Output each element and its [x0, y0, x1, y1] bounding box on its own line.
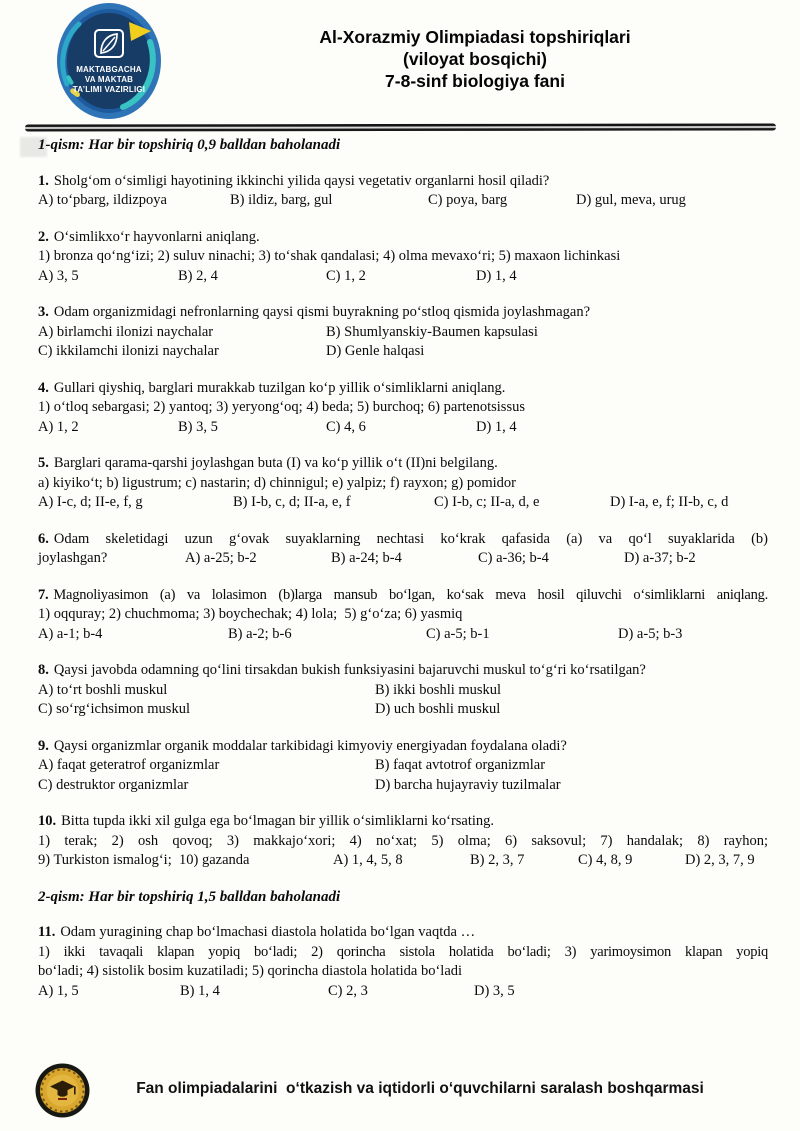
item-list-line: 1) terak; 2) osh qovoq; 3) makkajo‘xori; 4) no‘xat; 5) olma; 6) saksovul; 7) handalak; 8) rayhon; — [38, 832, 768, 849]
option-c: C) 1, 2 — [326, 267, 366, 284]
question-3 — [38, 303, 768, 362]
option-d: D) 1, 4 — [476, 267, 517, 284]
option-b: B) 1, 4 — [180, 982, 220, 999]
question-text: Qaysi javobda odamning qo‘lini tirsakdan bukish funksiyasini bajaruvchi muskul to‘g‘ri ko‘rsatilgan? — [53, 662, 646, 678]
options-row — [38, 342, 768, 362]
option-b: B) faqat avtotrof organizmlar — [375, 757, 546, 773]
option-d: D) 1, 4 — [476, 418, 517, 435]
options-row — [38, 625, 768, 645]
option-d: D) I-a, e, f; II-b, c, d — [610, 494, 729, 510]
option-d: D) 3, 5 — [474, 982, 515, 999]
footer-text: Fan olimpiadalarini o‘tkazish va iqtidorli o‘quvchilarni saralash boshqarmasi — [136, 1080, 704, 1097]
option-a: A) 1, 2 — [38, 418, 79, 435]
item-list-line: a) kiyiko‘t; b) ligustrum; c) nastarin; d) chinnigul; e) yalpiz; f) rayxon; g) pomidor — [38, 474, 516, 491]
option-b: B) Shumlyanskiy-Baumen kapsulasi — [326, 323, 538, 340]
question-number: 5. — [38, 455, 49, 471]
option-a: A) a-1; b-4 — [38, 625, 103, 642]
option-c: C) a-36; b-4 — [478, 550, 549, 566]
question-number: 7. — [38, 586, 49, 603]
option-c: C) I-b, c; II-a, d, e — [434, 494, 540, 510]
option-b: B) 2, 4 — [178, 267, 218, 284]
option-d: D) a-5; b-3 — [618, 625, 683, 642]
question-text: Odam skeletidagi uzun g‘ovak suyaklarning nechtasi ko‘krak qafasida (a) va qo‘l suyaklarida (b) — [53, 530, 768, 547]
options-row — [38, 756, 768, 776]
options-row — [38, 851, 768, 871]
question-text: Odam organizmidagi nefronlarning qaysi qismi buyrakning po‘stloq qismida joylashmagan? — [53, 304, 591, 320]
option-d: D) Genle halqasi — [326, 343, 425, 359]
title-line-2: (viloyat bosqichi) — [403, 49, 547, 69]
question-text-continued: joylashgan? — [38, 550, 108, 566]
option-d: D) a-37; b-2 — [624, 550, 696, 566]
part1-heading: 1-qism: Har bir topshiriq 0,9 balldan baholanadi — [38, 137, 341, 153]
question-number: 8. — [38, 662, 49, 678]
option-c: C) 4, 6 — [326, 418, 366, 435]
option-a: A) to‘pbarg, ildizpoya — [38, 192, 167, 208]
question-number: 6. — [38, 530, 49, 547]
options-row — [38, 549, 768, 569]
option-a: A) 3, 5 — [38, 267, 79, 284]
document-body — [38, 136, 768, 1018]
question-number: 4. — [38, 379, 49, 396]
svg-text:MAKTABGACHA: MAKTABGACHA — [76, 65, 142, 74]
option-c: C) so‘rg‘ichsimon muskul — [38, 701, 190, 717]
question-9 — [38, 737, 768, 796]
option-a: A) to‘rt boshli muskul — [38, 681, 168, 698]
options-row — [38, 191, 768, 211]
page-title — [180, 26, 770, 92]
item-list-continued: bo‘ladi; 4) sistolik bosim kuzatiladi; 5) qorincha diastola holatida bo‘ladi — [38, 963, 463, 979]
question-5 — [38, 454, 768, 513]
question-number: 3. — [38, 304, 49, 320]
question-number: 10. — [38, 813, 57, 829]
option-c: C) ikkilamchi ilonizi naychalar — [38, 343, 219, 359]
options-row — [38, 776, 768, 796]
option-b: B) a-2; b-6 — [228, 625, 292, 642]
options-row — [38, 700, 768, 720]
option-a: A) faqat geteratrof organizmlar — [38, 757, 220, 773]
title-line-1: Al-Xorazmiy Olimpiadasi topshiriqlari — [319, 27, 631, 47]
svg-text:VA MAKTAB: VA MAKTAB — [84, 75, 134, 84]
question-number: 1. — [38, 172, 49, 189]
option-a: A) I-c, d; II-e, f, g — [38, 494, 143, 510]
option-a: A) birlamchi ilonizi naychalar — [38, 323, 214, 340]
question-1 — [38, 172, 768, 211]
question-11 — [38, 923, 768, 1001]
question-number: 9. — [38, 737, 49, 754]
option-d: D) barcha hujayraviy tuzilmalar — [375, 776, 561, 793]
question-text: Barglari qarama-qarshi joylashgan buta (I) va ko‘p yillik o‘t (II)ni belgilang. — [53, 455, 498, 471]
options-row — [38, 982, 768, 1002]
options-row — [38, 418, 768, 438]
options-row — [38, 493, 768, 513]
option-a: A) 1, 5 — [38, 982, 79, 999]
question-8 — [38, 661, 768, 720]
svg-text:TA’LIMI VAZIRLIGI: TA’LIMI VAZIRLIGI — [72, 85, 146, 94]
question-text: Gullari qiyshiq, barglari murakkab tuzilgan ko‘p yillik o‘simliklarni aniqlang. — [53, 379, 506, 396]
option-b: B) ildiz, barg, gul — [230, 192, 333, 208]
options-row — [38, 681, 768, 701]
item-list-continued: 9) Turkiston ismalog‘i; 10) gazanda — [38, 852, 250, 868]
question-10 — [38, 812, 768, 871]
option-d: D) 2, 3, 7, 9 — [685, 852, 755, 868]
option-a: A) a-25; b-2 — [185, 550, 257, 566]
question-4 — [38, 379, 768, 438]
option-b: B) 2, 3, 7 — [470, 852, 525, 868]
question-2 — [38, 228, 768, 287]
question-text: Odam yuragining chap bo‘lmachasi diastola holatida bo‘lgan vaqtda … — [60, 924, 476, 940]
question-number: 2. — [38, 228, 49, 245]
question-text: Bitta tupda ikki xil gulga ega bo‘lmagan bir yillik o‘simliklarni ko‘rsating. — [61, 813, 495, 829]
options-row — [38, 267, 768, 287]
question-6 — [38, 530, 768, 569]
option-b: B) I-b, c, d; II-a, e, f — [233, 494, 351, 510]
question-text: Qaysi organizmlar organik moddalar tarkibidagi kimyoviy energiyadan foydalana oladi? — [53, 737, 567, 754]
option-c: C) destruktor organizmlar — [38, 776, 189, 793]
options-row — [38, 323, 768, 343]
option-d: D) gul, meva, urug — [576, 192, 686, 208]
option-c: C) poya, barg — [428, 192, 508, 208]
option-b: B) 3, 5 — [178, 418, 218, 435]
olympiad-emblem — [34, 1062, 91, 1119]
option-c: C) a-5; b-1 — [426, 625, 490, 642]
separator-line — [25, 123, 776, 131]
option-b: B) a-24; b-4 — [331, 550, 402, 566]
title-line-3: 7-8-sinf biologiya fani — [385, 71, 565, 91]
part2-heading: 2-qism: Har bir topshiriq 1,5 balldan baholanadi — [38, 888, 341, 905]
option-b: B) ikki boshli muskul — [375, 681, 502, 698]
option-c: C) 2, 3 — [328, 982, 368, 999]
option-c: C) 4, 8, 9 — [578, 852, 633, 868]
item-list-line: 1) ikki tavaqali klapan yopiq bo‘ladi; 2) qorincha sistola holatida bo‘ladi; 3) yarimoysimon klapan yopiq — [38, 943, 768, 960]
question-7 — [38, 586, 768, 645]
item-list-line: 1) bronza qo‘ng‘izi; 2) suluv ninachi; 3) to‘shak qandalasi; 4) olma mevaxo‘ri; 5) maxaon lichinkasi — [38, 248, 621, 264]
question-text: Magnoliyasimon (a) va lolasimon (b)larga mansub bo‘lgan, ko‘sak meva hosil qiluvchi o‘simliklarni aniqlang. — [53, 586, 768, 603]
question-text: Sholg‘om o‘simligi hayotining ikkinchi yilida qaysi vegetativ organlarni hosil qiladi? — [53, 172, 550, 189]
item-list-line: 1) oqquray; 2) chuchmoma; 3) boychechak; 4) lola; 5) g‘o‘za; 6) yasmiq — [38, 606, 463, 622]
option-d: D) uch boshli muskul — [375, 701, 501, 717]
question-text: O‘simlikxo‘r hayvonlarni aniqlang. — [53, 228, 260, 245]
question-number: 11. — [38, 924, 56, 940]
option-a: A) 1, 4, 5, 8 — [333, 852, 403, 868]
item-list-line: 1) o‘tloq sebargasi; 2) yantoq; 3) yeryong‘oq; 4) beda; 5) burchoq; 6) partenotsissus — [38, 399, 525, 415]
ministry-logo — [57, 2, 161, 120]
